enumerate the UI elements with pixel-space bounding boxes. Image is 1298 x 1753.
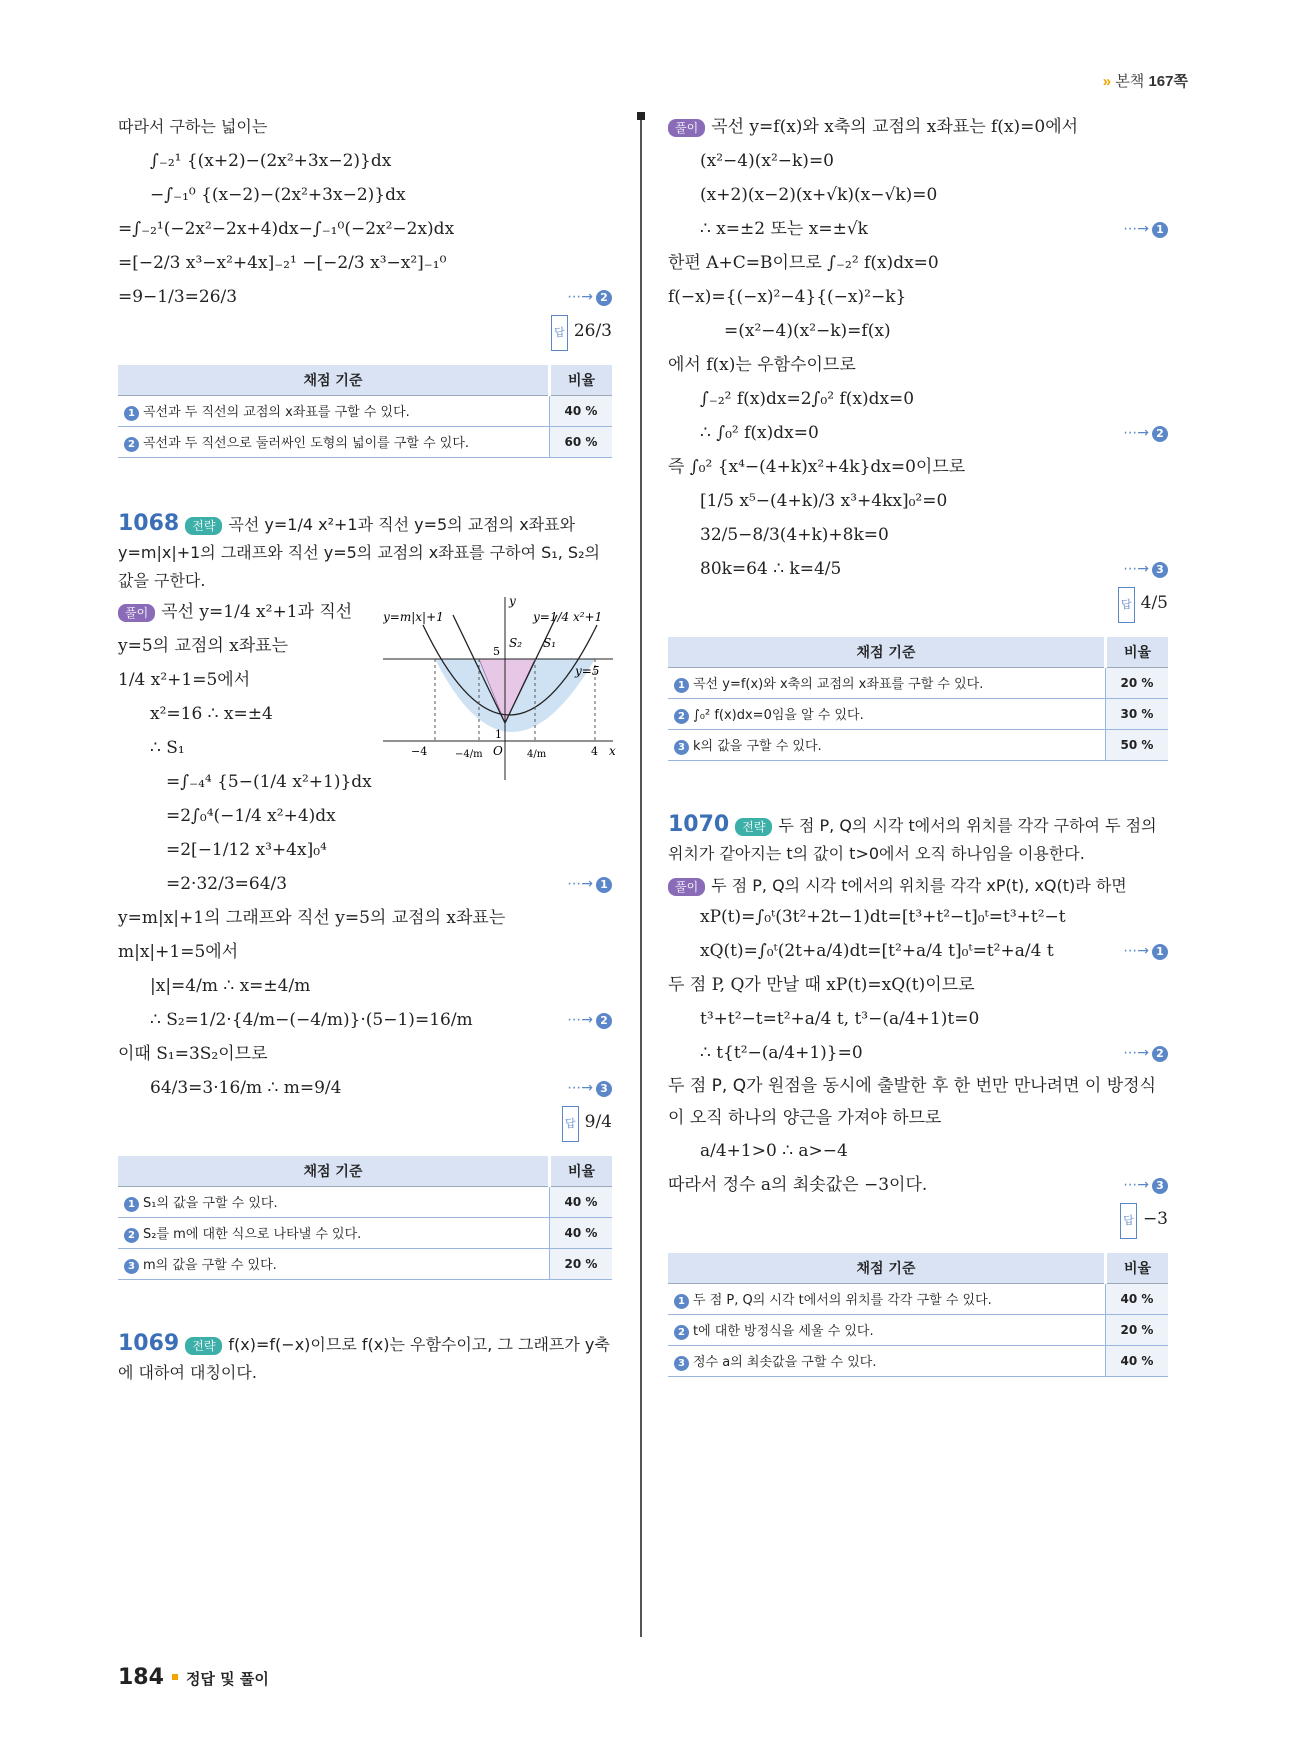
- equation-line: =9−1/3=26/3: [118, 287, 238, 307]
- solution-line: (x+2)(x−2)(x+√k)(x−√k)=0: [700, 185, 938, 205]
- label-s2: S₂: [509, 636, 523, 650]
- solution-line: |x|=4/m ∴ x=±4/m: [150, 976, 311, 996]
- solution-line: 두 점 P, Q가 만날 때 xP(t)=xQ(t)이므로: [668, 975, 975, 995]
- solution-line: y=5의 교점의 x좌표는: [118, 636, 289, 656]
- left-column: [118, 110, 616, 1387]
- equation-line: =[−2/3 x³−x²+4x]₋₂¹ −[−2/3 x³−x²]₋₁⁰: [118, 253, 447, 273]
- solution-line: 1/4 x²+1=5에서: [118, 670, 251, 690]
- solution-line: 한편 A+C=B이므로 ∫₋₂² f(x)dx=0: [668, 253, 939, 273]
- answer-value: 4/5: [1140, 593, 1168, 613]
- problem-number: 1068: [118, 511, 180, 536]
- solution-line: a/4+1>0 ∴ a>−4: [700, 1141, 848, 1161]
- table-header: 비율: [550, 1156, 613, 1187]
- solution-row: ∴ ∫₀² f(x)dx=0 ⋯→ 2: [668, 416, 1168, 450]
- problem-number: 1069: [118, 1331, 180, 1356]
- solution-line: x²=16 ∴ x=±4: [150, 704, 273, 724]
- solution-line: ∴ S₁: [150, 738, 185, 758]
- step-marker: ⋯→ 2: [567, 280, 612, 314]
- solution-row: ∴ S₂=1/2·{4/m−(−4/m)}·(5−1)=16/m ⋯→ 2: [118, 1003, 612, 1037]
- solution-row: 64/3=3·16/m ∴ m=9/4 ⋯→ 3: [118, 1071, 612, 1105]
- solution-line: 풀이 곡선 y=f(x)와 x축의 교점의 x좌표는 f(x)=0에서: [668, 110, 1168, 144]
- strategy-badge: 전략: [185, 517, 222, 535]
- answer: 답 −3: [668, 1202, 1168, 1239]
- solution-line: 32/5−8/3(4+k)+8k=0: [700, 525, 889, 545]
- solution-line: [1/5 x⁵−(4+k)/3 x³+4kx]₀²=0: [700, 491, 948, 511]
- solution-row: =2·32/3=64/3 ⋯→ 1: [118, 867, 612, 901]
- table-row: 3 정수 a의 최솟값을 구할 수 있다. 40 %: [668, 1346, 1168, 1377]
- step-marker: ⋯→ 2: [1123, 1036, 1168, 1070]
- solution-line: 풀이 두 점 P, Q의 시각 t에서의 위치를 각각 xP(t), xQ(t)라 하면: [668, 872, 1168, 900]
- strategy-badge: 전략: [735, 818, 772, 836]
- footer-label: 정답 및 풀이: [185, 1670, 269, 1688]
- solution-line: 이때 S₁=3S₂이므로: [118, 1044, 268, 1064]
- table-row: 1 곡선 y=f(x)와 x축의 교점의 x좌표를 구할 수 있다. 20 %: [668, 668, 1168, 699]
- table-row: 2 곡선과 두 직선으로 둘러싸인 도형의 넓이를 구할 수 있다. 60 %: [118, 427, 612, 458]
- grading-table: [668, 1253, 1168, 1377]
- answer: 답 4/5: [668, 586, 1168, 623]
- label-pos4m: 4/m: [527, 749, 547, 760]
- solution-badge: 풀이: [118, 604, 155, 622]
- solution-row: xQ(t)=∫₀ᵗ(2t+a/4)dt=[t²+a/4 t]₀ᵗ=t²+a/4 t ⋯→ 1: [668, 934, 1168, 968]
- step-marker: ⋯→ 3: [1123, 1168, 1168, 1202]
- answer-tag: 답: [551, 315, 568, 351]
- answer-value: 26/3: [573, 321, 612, 341]
- solution-row: ∴ x=±2 또는 x=±√k ⋯→ 1: [668, 212, 1168, 246]
- step-marker: ⋯→ 1: [567, 867, 612, 901]
- solution-line: f(−x)={(−x)²−4}{(−x)²−k}: [668, 287, 907, 307]
- table-row: 1 두 점 P, Q의 시각 t에서의 위치를 각각 구할 수 있다. 40 %: [668, 1284, 1168, 1315]
- right-column: [668, 110, 1168, 1387]
- grading-table: [118, 365, 612, 458]
- solution-badge: 풀이: [668, 878, 705, 896]
- reference-label: 본책: [1115, 73, 1145, 90]
- answer-value: 9/4: [584, 1112, 612, 1132]
- answer: 답 9/4: [118, 1105, 612, 1142]
- table-header: 채점 기준: [668, 637, 1106, 668]
- solution-line: 풀이 곡선 y=1/4 x²+1과 직선: [118, 595, 612, 629]
- solution-line: 에서 f(x)는 우함수이므로: [668, 355, 856, 375]
- solution-line: =(x²−4)(x²−k)=f(x): [724, 321, 891, 341]
- label-x: x: [609, 744, 616, 758]
- strategy-badge: 전략: [185, 1337, 222, 1355]
- step-marker: ⋯→ 2: [1123, 416, 1168, 450]
- solution-line: xP(t)=∫₀ᵗ(3t²+2t−1)dt=[t³+t²−t]₀ᵗ=t³+t²−t: [700, 907, 1066, 927]
- problem-1068-strategy: 1068 전략 곡선 y=1/4 x²+1과 직선 y=5의 교점의 x좌표와 y=m|x|+1의 그래프와 직선 y=5의 교점의 x좌표를 구하여 S₁, S₂의 값을 구한다.: [118, 511, 600, 590]
- problem-1069-strategy: 1069 전략 f(x)=f(−x)이므로 f(x)는 우함수이고, 그 그래프가 y축에 대하여 대칭이다.: [118, 1331, 610, 1382]
- equation-line: ∫₋₂¹ {(x+2)−(2x²+3x−2)}dx: [150, 151, 392, 171]
- table-header: 채점 기준: [118, 1156, 550, 1187]
- solution-line: ∫₋₂² f(x)dx=2∫₀² f(x)dx=0: [700, 389, 915, 409]
- solution-line: m|x|+1=5에서: [118, 942, 239, 962]
- table-row: 2 t에 대한 방정식을 세울 수 있다. 20 %: [668, 1315, 1168, 1346]
- problem-number: 1070: [668, 812, 730, 837]
- label-5: 5: [493, 645, 500, 658]
- label-neg4m: −4/m: [455, 749, 483, 760]
- table-row: 3 k의 값을 구할 수 있다. 50 %: [668, 730, 1168, 761]
- step-marker: ⋯→ 3: [1123, 552, 1168, 586]
- grading-table: [118, 1156, 612, 1280]
- equation-line: =∫₋₂¹(−2x²−2x+4)dx−∫₋₁⁰(−2x²−2x)dx: [118, 219, 455, 239]
- label-curve: y=1/4 x²+1: [533, 610, 603, 624]
- label-y: y: [509, 595, 516, 608]
- solution-line: y=m|x|+1의 그래프와 직선 y=5의 교점의 x좌표는: [118, 908, 506, 928]
- solution-line: 두 점 P, Q가 원점을 동시에 출발한 후 한 번만 만나려면 이 방정식이 오직 하나의 양근을 가져야 하므로: [668, 1076, 1157, 1128]
- label-y5: y=5: [575, 664, 600, 678]
- solution-row: 따라서 정수 a의 최솟값은 −3이다. ⋯→ 3: [668, 1168, 1168, 1202]
- label-neg4: −4: [411, 745, 428, 758]
- problem-1070-strategy: 1070 전략 두 점 P, Q의 시각 t에서의 위치를 각각 구하여 두 점의 위치가 같아지는 t의 값이 t>0에서 오직 하나임을 이용한다.: [668, 812, 1157, 863]
- area-graph: [383, 595, 623, 780]
- table-header: 채점 기준: [118, 365, 550, 396]
- table-row: 3 m의 값을 구할 수 있다. 20 %: [118, 1249, 612, 1280]
- solution-line: 즉 ∫₀² {x⁴−(4+k)x²+4k}dx=0이므로: [668, 457, 966, 477]
- table-header: 비율: [1106, 1253, 1169, 1284]
- equation-line: −∫₋₁⁰ {(x−2)−(2x²+3x−2)}dx: [150, 185, 406, 205]
- table-row: 2 S₂를 m에 대한 식으로 나타낼 수 있다. 40 %: [118, 1218, 612, 1249]
- square-icon: [172, 1674, 178, 1680]
- solution-line: =2∫₀⁴(−1/4 x²+4)dx: [166, 806, 336, 826]
- page-reference: [1103, 70, 1188, 91]
- table-row: 1 S₁의 값을 구할 수 있다. 40 %: [118, 1187, 612, 1218]
- step-marker: ⋯→ 2: [567, 1003, 612, 1037]
- grading-table: [668, 637, 1168, 761]
- step-marker: ⋯→ 1: [1123, 934, 1168, 968]
- table-header: 비율: [550, 365, 613, 396]
- label-origin: O: [493, 744, 503, 758]
- solution-line: =∫₋₄⁴ {5−(1/4 x²+1)}dx: [166, 772, 372, 792]
- intro-text: 따라서 구하는 넓이는: [118, 117, 268, 136]
- page-number: 184: [118, 1665, 164, 1690]
- solution-badge: 풀이: [668, 119, 705, 137]
- column-divider: [640, 112, 642, 1637]
- reference-page: 167쪽: [1148, 73, 1188, 90]
- label-line: y=m|x|+1: [383, 610, 444, 624]
- table-header: 채점 기준: [668, 1253, 1106, 1284]
- solution-row: 80k=64 ∴ k=4/5 ⋯→ 3: [668, 552, 1168, 586]
- label-1: 1: [495, 728, 502, 741]
- page-footer: [118, 1665, 269, 1690]
- step-marker: ⋯→ 1: [1123, 212, 1168, 246]
- step-marker: ⋯→ 3: [567, 1071, 612, 1105]
- table-header: 비율: [1106, 637, 1169, 668]
- solution-row: ∴ t{t²−(a/4+1)}=0 ⋯→ 2: [668, 1036, 1168, 1070]
- chevron-right-icon: »: [1102, 73, 1112, 90]
- answer-value: −3: [1142, 1209, 1168, 1229]
- label-pos4: 4: [591, 745, 598, 758]
- solution-line: (x²−4)(x²−k)=0: [700, 151, 834, 171]
- solution-line: t³+t²−t=t²+a/4 t, t³−(a/4+1)t=0: [700, 1009, 980, 1029]
- solution-line: =2[−1/12 x³+4x]₀⁴: [166, 840, 327, 860]
- label-s1: S₁: [543, 636, 557, 650]
- table-row: 2 ∫₀² f(x)dx=0임을 알 수 있다. 30 %: [668, 699, 1168, 730]
- equation-row: [118, 280, 612, 314]
- answer: [118, 314, 612, 351]
- table-row: 1 곡선과 두 직선의 교점의 x좌표를 구할 수 있다. 40 %: [118, 396, 612, 427]
